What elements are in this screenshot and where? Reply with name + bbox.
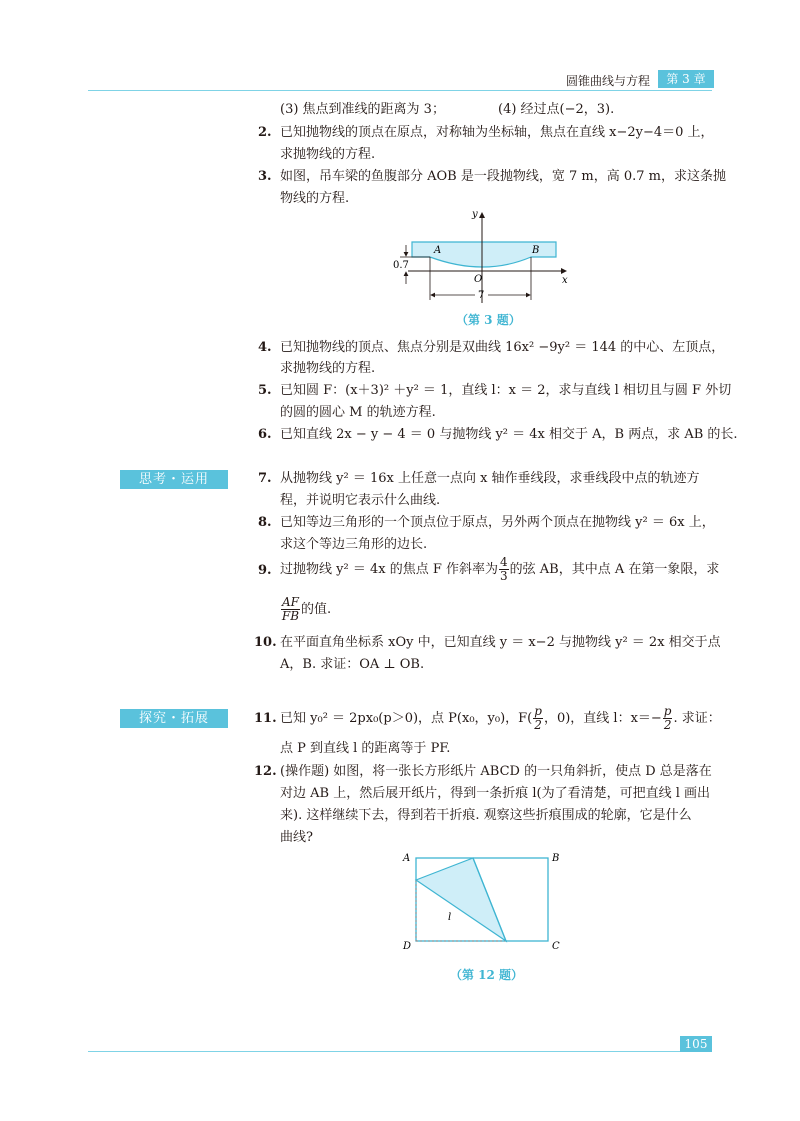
figure-3-crane-beam: [390, 205, 575, 307]
label-y: y: [472, 209, 478, 220]
figure-12-folded-paper: [398, 848, 568, 958]
label-B: B: [532, 245, 540, 256]
q4-number: 4.: [258, 340, 272, 355]
q2-line1: 已知抛物线的顶点在原点，对称轴为坐标轴，焦点在直线 x−2y−4＝0 上，: [280, 125, 714, 140]
header-rule: [88, 90, 712, 91]
page-number: 105: [680, 1036, 712, 1052]
q9-slope-fraction: $\frac{4}{3}$: [499, 555, 508, 583]
q10-number: 10.: [254, 635, 277, 650]
q2-line2: 求抛物线的方程.: [280, 147, 376, 162]
q1-part4: (4) 经过点(−2，3).: [498, 102, 615, 117]
section-explore-label: 探究・拓展: [120, 709, 228, 728]
label-width: 7: [478, 290, 485, 301]
q12-line1: (操作题) 如图，将一张长方形纸片 ABCD 的一只角斜折，使点 D 总是落在: [280, 764, 712, 779]
q5-line2: 的圆的圆心 M 的轨迹方程.: [280, 405, 436, 420]
chapter-badge: 第 3 章: [658, 70, 714, 88]
q4-line1: 已知抛物线的顶点、焦点分别是双曲线 16x² −9y² ＝ 144 的中心、左顶点，: [280, 340, 725, 355]
figure-12-caption: （第 12 题）: [450, 968, 524, 982]
q5-line1: 已知圆 F：(x＋3)² ＋y² ＝ 1，直线 l：x ＝ 2，求与直线 l 相切且与圆 F 外切: [280, 383, 732, 398]
q2-number: 2.: [258, 125, 272, 140]
q11-fraction-2: $\frac{p}{2}$: [663, 704, 672, 732]
q8-number: 8.: [258, 515, 272, 530]
q12-line3: 来). 这样继续下去，得到若干折痕. 观察这些折痕围成的轮廓，它是什么: [280, 808, 692, 823]
folded-triangle: [416, 858, 506, 941]
q12-number: 12.: [254, 764, 277, 779]
q11-fraction-1: $\frac{p}{2}$: [534, 704, 542, 732]
q7-number: 7.: [258, 471, 272, 486]
q7-line2: 程，并说明它表示什么曲线.: [280, 493, 441, 508]
q3-line2: 物线的方程.: [280, 191, 350, 206]
label-x: x: [562, 275, 568, 286]
q1-part3: (3) 焦点到准线的距离为 3；: [280, 102, 445, 117]
q10-line2: A，B. 求证：OA ⊥ OB.: [280, 657, 425, 672]
label-A: A: [403, 853, 411, 864]
q11-line1: [280, 702, 721, 736]
q9-number: 9.: [258, 563, 272, 578]
label-B: B: [552, 853, 560, 864]
label-height: 0.7: [393, 260, 409, 271]
q11-part-a: 已知 y₀² ＝ 2px₀(p＞0)，点 P(x₀，y₀)，F(: [280, 711, 533, 726]
label-O: O: [474, 274, 483, 285]
q8-line1: 已知等边三角形的一个顶点位于原点，另外两个顶点在抛物线 y² ＝ 6x 上，: [280, 515, 715, 530]
label-C: C: [552, 941, 560, 952]
q9-pre: 过抛物线 y² ＝ 4x 的焦点 F 作斜率为: [280, 562, 498, 577]
q5-number: 5.: [258, 383, 272, 398]
q11-part-b: ，0)，直线 l：x＝−: [543, 711, 662, 726]
q9-tail: 的值.: [301, 602, 332, 617]
q9-post: 的弦 AB，其中点 A 在第一象限，求: [509, 562, 720, 577]
q3-line1: 如图，吊车梁的鱼腹部分 AOB 是一段抛物线，宽 7 m，高 0.7 m，求这条抛: [280, 169, 726, 184]
q10-line1: 在平面直角坐标系 xOy 中，已知直线 y ＝ x−2 与抛物线 y² ＝ 2x 相交于点: [280, 635, 721, 650]
q11-number: 11.: [254, 711, 277, 726]
q7-line1: 从抛物线 y² ＝ 16x 上任意一点向 x 轴作垂线段，求垂线段中点的轨迹方: [280, 471, 700, 486]
q12-line4: 曲线?: [280, 830, 313, 845]
q9-ratio-fraction: $\frac{AF}{FB}$: [281, 595, 300, 623]
q12-line2: 对边 AB 上，然后展开纸片，得到一条折痕 l(为了看清楚，可把直线 l 画出: [280, 786, 710, 801]
label-D: D: [403, 941, 412, 952]
q4-line2: 求抛物线的方程.: [280, 361, 376, 376]
q11-part-c: . 求证：: [673, 711, 721, 726]
footer-rule: [88, 1051, 712, 1052]
q11-line2: 点 P 到直线 l 的距离等于 PF.: [280, 741, 451, 756]
section-think-label: 思考・运用: [120, 470, 228, 489]
q3-number: 3.: [258, 169, 272, 184]
q6-number: 6.: [258, 427, 272, 442]
q8-line2: 求这个等边三角形的边长.: [280, 537, 428, 552]
label-l: l: [448, 912, 452, 923]
figure-3-caption: （第 3 题）: [456, 313, 521, 327]
q6-line1: 已知直线 2x − y − 4 ＝ 0 与抛物线 y² ＝ 4x 相交于 A，B 两点，求 AB 的长.: [280, 427, 738, 442]
q9-line1: [280, 554, 719, 586]
header-title: 圆锥曲线与方程: [565, 74, 650, 88]
q9-line2: [280, 594, 331, 626]
label-A: A: [434, 245, 442, 256]
